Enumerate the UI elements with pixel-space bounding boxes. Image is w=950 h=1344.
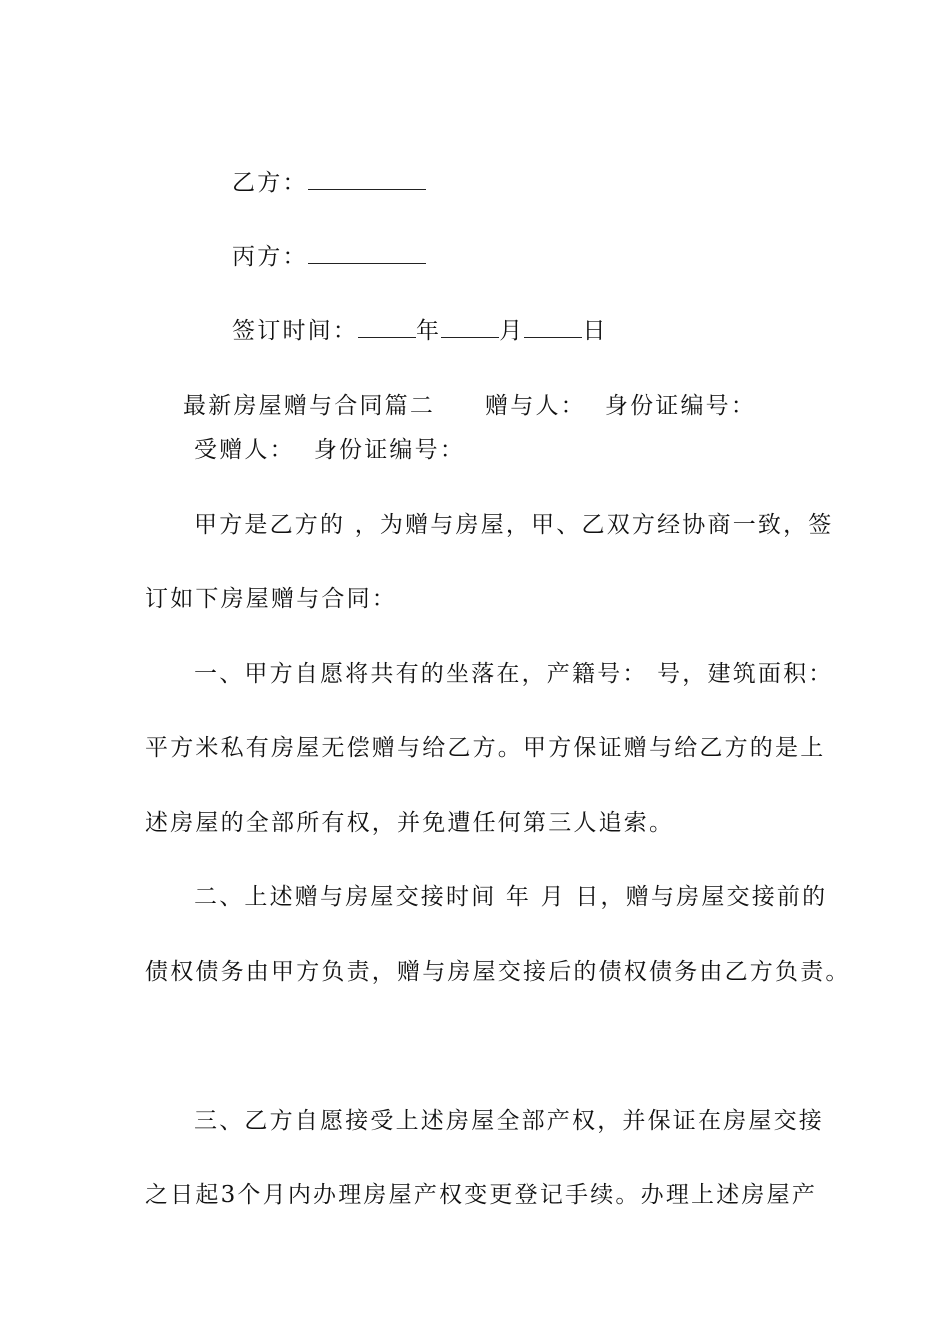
paragraph-line: 述房屋的全部所有权，并免遭任何第三人追索。 <box>145 810 675 836</box>
year-blank <box>358 319 416 338</box>
paragraph-line: 之日起3个月内办理房屋产权变更登记手续。办理上述房屋产 <box>145 1182 818 1208</box>
donee-line: 受赠人： 身份证编号： <box>194 437 466 463</box>
paragraph-line: 三、乙方自愿接受上述房屋全部产权，并保证在房屋交接 <box>194 1108 824 1134</box>
paragraph-line: 订如下房屋赠与合同： <box>145 586 397 612</box>
day-label: 日 <box>582 318 608 344</box>
year-label: 年 <box>416 318 442 344</box>
party-c-blank <box>308 245 426 264</box>
party-b-blank <box>308 171 426 190</box>
sign-date-label: 签订时间： <box>232 318 359 344</box>
donor-line: 赠与人： 身份证编号： <box>485 393 757 419</box>
month-blank <box>441 319 499 338</box>
section2-heading: 最新房屋赠与合同篇二 <box>183 393 436 419</box>
paragraph-line: 二、上述赠与房屋交接时间 年 月 日，赠与房屋交接前的 <box>194 884 828 910</box>
paragraph-line: 甲方是乙方的 ，为赠与房屋，甲、乙双方经协商一致，签 <box>194 512 834 538</box>
party-b-label: 乙方： <box>232 170 308 196</box>
month-label: 月 <box>499 318 525 344</box>
paragraph-line: 平方米私有房屋无偿赠与给乙方。甲方保证赠与给乙方的是上 <box>145 735 826 761</box>
day-blank <box>524 319 582 338</box>
paragraph-line: 债权债务由甲方负责，赠与房屋交接后的债权债务由乙方负责。 <box>145 959 851 985</box>
party-c-label: 丙方： <box>232 244 308 270</box>
paragraph-line: 一、甲方自愿将共有的坐落在，产籍号： 号，建筑面积： <box>194 661 834 687</box>
